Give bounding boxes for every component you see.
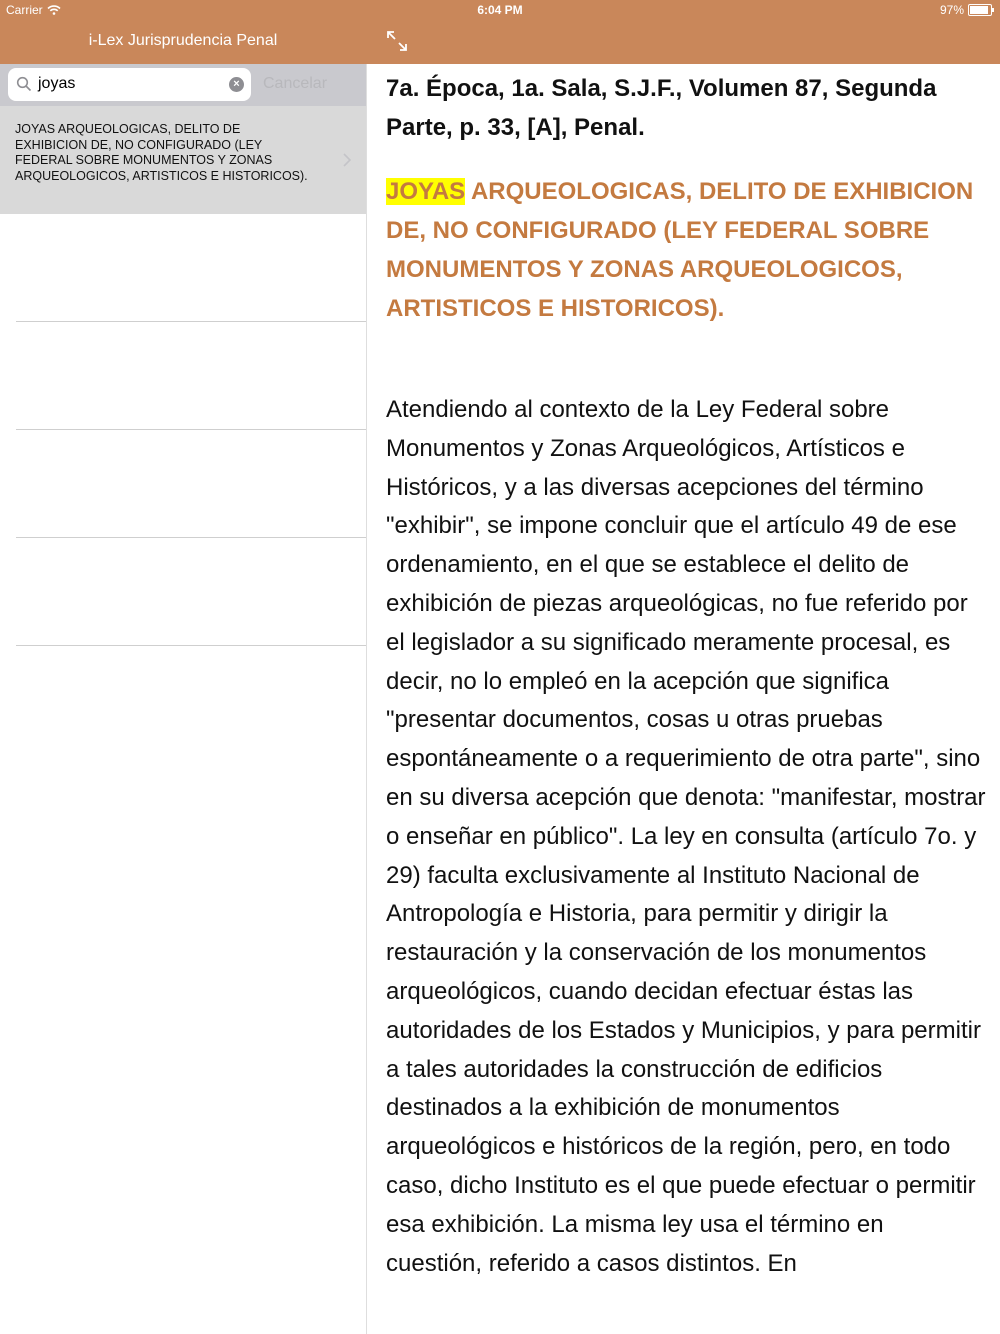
list-item[interactable] — [0, 106, 366, 214]
battery-percent: 97% — [939, 3, 964, 17]
list-separator — [16, 537, 366, 538]
list-separator — [16, 645, 366, 646]
search-results-panel — [0, 64, 366, 1334]
nav-title: i-Lex Jurisprudencia Penal — [88, 32, 278, 49]
list-separator — [16, 429, 366, 430]
carrier-label: Carrier — [6, 3, 43, 17]
heading-text: ARQUEOLOGICAS, DELITO DE EXHIBICION DE, NO CONFIGURADO (LEY FEDERAL SOBRE MONUMENTOS Y ZONAS ARQUEOLOGICOS, ARTISTICOS E HISTORICOS). — [386, 178, 974, 322]
expand-arrows-icon[interactable] — [386, 30, 408, 52]
split-divider — [366, 64, 367, 1334]
thesis-body: Atendiendo al contexto de la Ley Federal sobre Monumentos y Zonas Arqueológicos, Artísticos e Históricos, y a las diversas acepciones del término "exhibir", se impone concluir que el artículo 49 de ese ordenamiento, en el que se establece el delito de exhibición de piezas arqueológicas, no fue referido por el legislador a su significado meramente procesal, es decir, no lo empleó en la acepción que significa "presentar documentos, cosas u otras pruebas espontáneamente o a requerimiento de otra parte", sino en su diversa acepción que denota: "manifestar, mostrar o enseñar en público". La ley en consulta (artículo 7o. y 29) faculta exclusivamente al Instituto Nacional de Antropología e Historia, para permitir y dirigir la restauración y la conservación de los monumentos arqueológicos, cuando decidan efectuar éstas las autoridades de los Estados y Municipios, y para permitir a tales autoridades la construcción de edificios destinados a la exhibición de monumentos arqueológicos e históricos de la región, pero, en todo caso, dicho Instituto es el que puede efectuar o permitir esa exhibición. La misma ley usa el término en cuestión, referido a casos distintos. En — [386, 396, 986, 1277]
search-bar — [0, 64, 366, 106]
search-highlight: JOYAS — [386, 178, 466, 205]
battery-icon — [968, 4, 992, 16]
status-battery — [940, 3, 992, 17]
citation-text: 7a. Época, 1a. Sala, S.J.F., Volumen 87, Segunda Parte, p. 33, [A], Penal. — [386, 75, 937, 141]
status-time: 6:04 PM — [477, 3, 523, 17]
thesis-heading — [386, 172, 986, 328]
chevron-right-icon — [342, 152, 352, 168]
cancel-button[interactable]: Cancelar — [263, 75, 328, 92]
top-bar — [0, 0, 1000, 64]
clear-search-icon[interactable]: × — [229, 77, 244, 92]
search-input[interactable] — [8, 68, 251, 101]
search-icon — [16, 76, 32, 92]
search-query[interactable]: joyas — [38, 75, 76, 92]
list-separator — [16, 321, 366, 322]
result-title: JOYAS ARQUEOLOGICAS, DELITO DE EXHIBICION DE, NO CONFIGURADO (LEY FEDERAL SOBRE MONUMENTOS Y ZONAS ARQUEOLOGICOS, ARTISTICOS E HISTORICOS). — [15, 122, 308, 183]
